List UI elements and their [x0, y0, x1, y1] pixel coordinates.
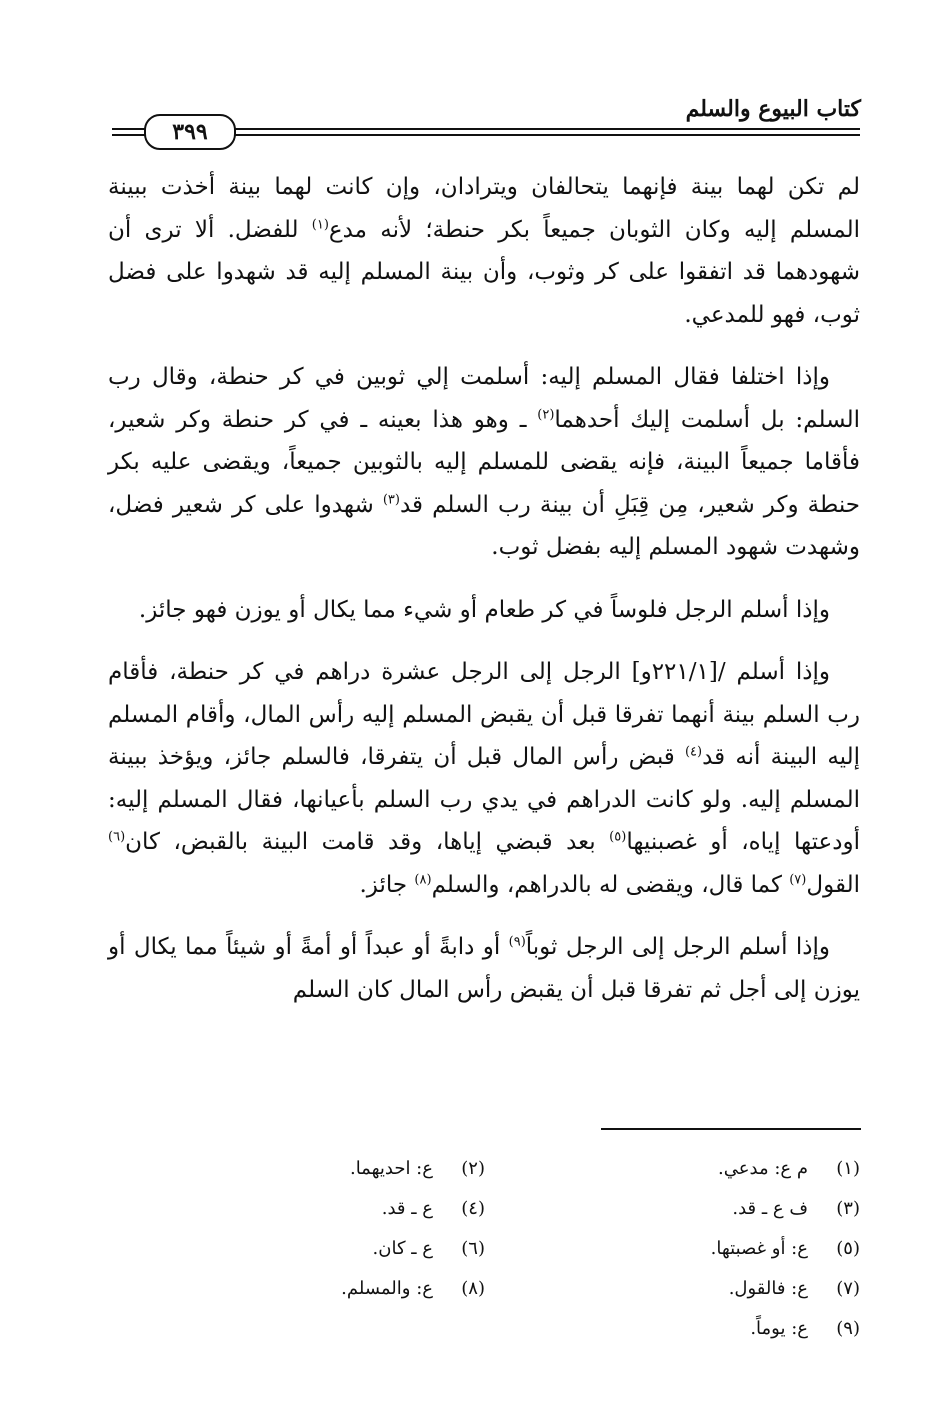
footnote-item [110, 1198, 485, 1219]
footnote-item [110, 1158, 485, 1179]
footnote-number: (٦) [461, 1237, 485, 1259]
paragraph [108, 589, 860, 632]
text-segment: للفضل. ألا ترى أن شهودهما قد اتفقوا على كر وثوب، وأن بينة المسلم إليه قد شهدوا على فضل ثوب، فهو للمدعي. [108, 216, 860, 328]
text-segment: لم تكن لهما بينة فإنهما يتحالفان ويترادان، وإن كانت لهما بينة أخذت ببينة المسلم إليه وكان الثوبان جميعاً بكر حنطة؛ لأنه مدع [108, 174, 860, 243]
main-text [108, 166, 860, 1031]
text-segment: ـ وهو هذا بعينه ـ في كر حنطة وكر شعير، فأقاما جميعاً البينة، فإنه يقضى للمسلم إليه بالثوبين جميعاً، ويقضى عليه بكر حنطة وكر شعير، مِن قِبَلِ أن بينة رب السلم قد [108, 406, 860, 518]
footnote-marker: (٩) [508, 934, 526, 950]
footnote-item [110, 1238, 485, 1259]
footnote-marker: (٨) [414, 871, 432, 887]
footnote-item [485, 1318, 860, 1339]
running-header-title: كتاب البيوع والسلم [685, 96, 861, 122]
page-number: ٣٩٩ [144, 114, 236, 150]
footnote-row [110, 1188, 860, 1228]
footnote-row [110, 1148, 860, 1188]
footnote-number: (٨) [461, 1277, 485, 1299]
text-segment: جائز. [359, 871, 415, 898]
footnote-number: (١) [836, 1157, 860, 1179]
footnote-text: ع ـ قد. [381, 1197, 433, 1219]
footnote-number: (٣) [836, 1197, 860, 1219]
footnote-marker: (٦) [108, 829, 126, 845]
footnote-text: ع: والمسلم. [341, 1277, 433, 1299]
footnote-number: (٤) [461, 1197, 485, 1219]
footnote-separator [601, 1128, 861, 1130]
footnote-row [110, 1268, 860, 1308]
footnote-number: (٢) [461, 1157, 485, 1179]
footnote-item [110, 1278, 485, 1299]
footnote-marker: (٢) [537, 406, 555, 422]
footnote-number: (٥) [836, 1237, 860, 1259]
text-segment: وإذا أسلم الرجل إلى الرجل ثوباً [525, 934, 831, 960]
footnote-item [485, 1238, 860, 1259]
text-segment: بعد قبضي إياها، وقد قامت البينة بالقبض، كان [125, 829, 610, 855]
footnote-text: ع: احديهما. [349, 1157, 433, 1179]
footnote-text: ف ع ـ قد. [732, 1197, 808, 1219]
footnote-marker: (٧) [789, 871, 807, 887]
paragraph [108, 651, 860, 906]
footnote-text: ع: أو غصبتها. [710, 1237, 808, 1259]
footnote-row [110, 1228, 860, 1268]
footnote-item [485, 1198, 860, 1219]
footnote-text: ع: فالقول. [728, 1277, 808, 1299]
footnote-text: ع: يوماً. [750, 1317, 808, 1339]
footnote-number: (٩) [836, 1317, 860, 1339]
footnote-item [485, 1158, 860, 1179]
footnote-marker: (٤) [684, 744, 703, 760]
footnote-marker: (١) [311, 216, 329, 232]
footnote-row [110, 1308, 860, 1348]
text-segment: وإذا اختلفا فقال المسلم إليه: أسلمت إلي ثوبين في كر حنطة، وقال رب السلم: بل أسلمت إليك أحدهما [108, 364, 860, 433]
footnote-marker: (٥) [609, 829, 627, 845]
text-segment: وإذا أسلم الرجل فلوساً في كر طعام أو شيء مما يكال أو يوزن فهو جائز. [138, 596, 830, 623]
text-segment: القول [806, 871, 860, 898]
footnote-marker: (٣) [382, 491, 400, 507]
footnote-item [485, 1278, 860, 1299]
paragraph [108, 166, 860, 336]
text-segment: كما قال، ويقضى له بالدراهم، والسلم [431, 871, 790, 898]
footnotes [110, 1148, 860, 1348]
text-segment: شهدوا على كر شعير فضل، وشهدت شهود المسلم إليه بفضل ثوب. [108, 491, 860, 560]
text-segment: وإذا أسلم /[٢٢١/١و] الرجل إلى الرجل عشرة دراهم في كر حنطة، فأقام رب السلم بينة أنهما تفرقا قبل أن يقبض المسلم إليه رأس المال، وأقام المسلم إليه البينة أنه قد [108, 659, 860, 770]
paragraph [108, 356, 860, 569]
text-segment: أو دابةً أو عبداً أو أمةً أو شيئاً مما يكال أو يوزن إلى أجل ثم تفرقا قبل أن يقبض رأس المال كان السلم [108, 934, 860, 1003]
footnote-text: م ع: مدعي. [718, 1157, 808, 1179]
footnote-number: (٧) [836, 1277, 860, 1299]
text-segment: قبض رأس المال قبل أن يتفرقا، فالسلم جائز، ويؤخذ ببينة المسلم إليه. ولو كانت الدراهم في يدي رب السلم بأعيانها، فقال المسلم إليه: أودعتها إياه، أو غصبنيها [108, 744, 860, 855]
footnote-text: ع ـ كان. [372, 1237, 433, 1259]
paragraph [108, 926, 860, 1011]
